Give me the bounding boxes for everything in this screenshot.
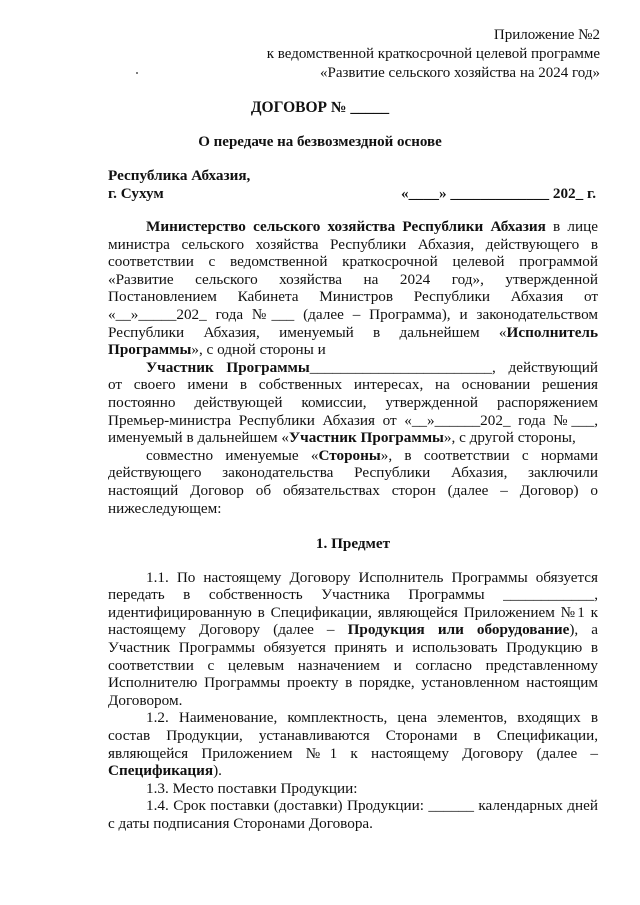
contract-body: [108, 218, 598, 833]
clause-1-2-text: 1.2. Наименование, комплектность, цена элементов, входящих в состав Продукции, устанавливаются Сторонами в Спецификации, являющейся Приложением №1 к настоящему Договору (далее –: [108, 709, 598, 762]
paragraph-executor: [108, 218, 598, 359]
clause-1-2: [108, 709, 598, 779]
appendix-number: Приложение №2: [493, 27, 600, 43]
participant-tail: », с другой стороны,: [443, 429, 576, 447]
appendix-program: к ведомственной краткосрочной целевой программе: [266, 46, 600, 62]
contract-title: ДОГОВОР № _____: [250, 99, 390, 116]
executor-term: Исполнитель Программы: [108, 323, 598, 359]
parties-tail: », в соответствии с нормами действующего законодательства Республики Абхазия, заключили настоящий Договор об обязательствах сторон (далее – Договор) о нижеследующем:: [108, 446, 598, 517]
contract-date: «____» _____________ 202_ г.: [400, 185, 596, 202]
clause-1-2-tail: ).: [213, 762, 222, 780]
clause-1-1-term: Продукция или оборудование: [347, 621, 570, 639]
executor-name: Министерство сельского хозяйства Республики Абхазия: [146, 218, 546, 235]
executor-tail: », с одной стороны и: [191, 341, 326, 359]
scan-speck: [136, 72, 138, 74]
parties-term: Стороны: [318, 446, 381, 464]
executor-text: в лице министра сельского хозяйства Республики Абхазия, действующего в соответствии с ведомственной краткосрочной целевой программой «Развитие сельского хозяйства на 2024 год», утвержденной Постановлением Кабинета Министров Республики Абхазия от «__»_____202_ года №___ (далее – Программа), и законодательством Республики Абхазия, именуемый в дальнейшем «: [108, 218, 599, 341]
parties-text: совместно именуемые «: [146, 446, 319, 464]
clause-1-4: 1.4. Срок поставки (доставки) Продукции: ______ календарных дней с даты подписания Сторонами Договора.: [108, 797, 598, 832]
appendix-program-name: «Развитие сельского хозяйства на 2024 год»: [319, 65, 600, 81]
participant-label: Участник Программы: [146, 358, 310, 376]
participant-text: ________________________, действующий от своего имени в собственных интересах, на основании решения постоянно действующей комиссии, утвержденной распоряжением Премьер-министра Республики Абхазия от «__»______202_ года №___, именуемый в дальнейшем «: [108, 358, 598, 447]
clause-1-1: [108, 569, 598, 710]
place-republic: Республика Абхазия,: [108, 167, 251, 184]
contract-place: [108, 167, 250, 203]
clause-1-1-tail: ), а Участник Программы обязуется принять и использовать Продукцию в соответствии с целевым назначением и согласно представленному Исполнителю Программы проекту в порядке, установленном настоящим Договором.: [108, 621, 598, 709]
section-heading-subject: 1. Предмет: [315, 535, 391, 553]
participant-term: Участник Программы: [289, 429, 444, 447]
clause-1-3: 1.3. Место поставки Продукции:: [146, 779, 358, 797]
place-city: г. Сухум: [108, 185, 164, 202]
contract-subtitle: О передаче на безвозмездной основе: [198, 134, 442, 150]
paragraph-parties: [108, 447, 598, 517]
clause-1-2-term: Спецификация: [108, 762, 214, 780]
clause-1-1-text: 1.1. По настоящему Договору Исполнитель Программы обязуется передать в собственность Участника Программы ____________, идентифицированную в Спецификации, являющейся Приложением №1 к настоящему Договору (далее –: [108, 568, 598, 639]
appendix-header: [240, 26, 600, 83]
paragraph-participant: [108, 359, 598, 447]
